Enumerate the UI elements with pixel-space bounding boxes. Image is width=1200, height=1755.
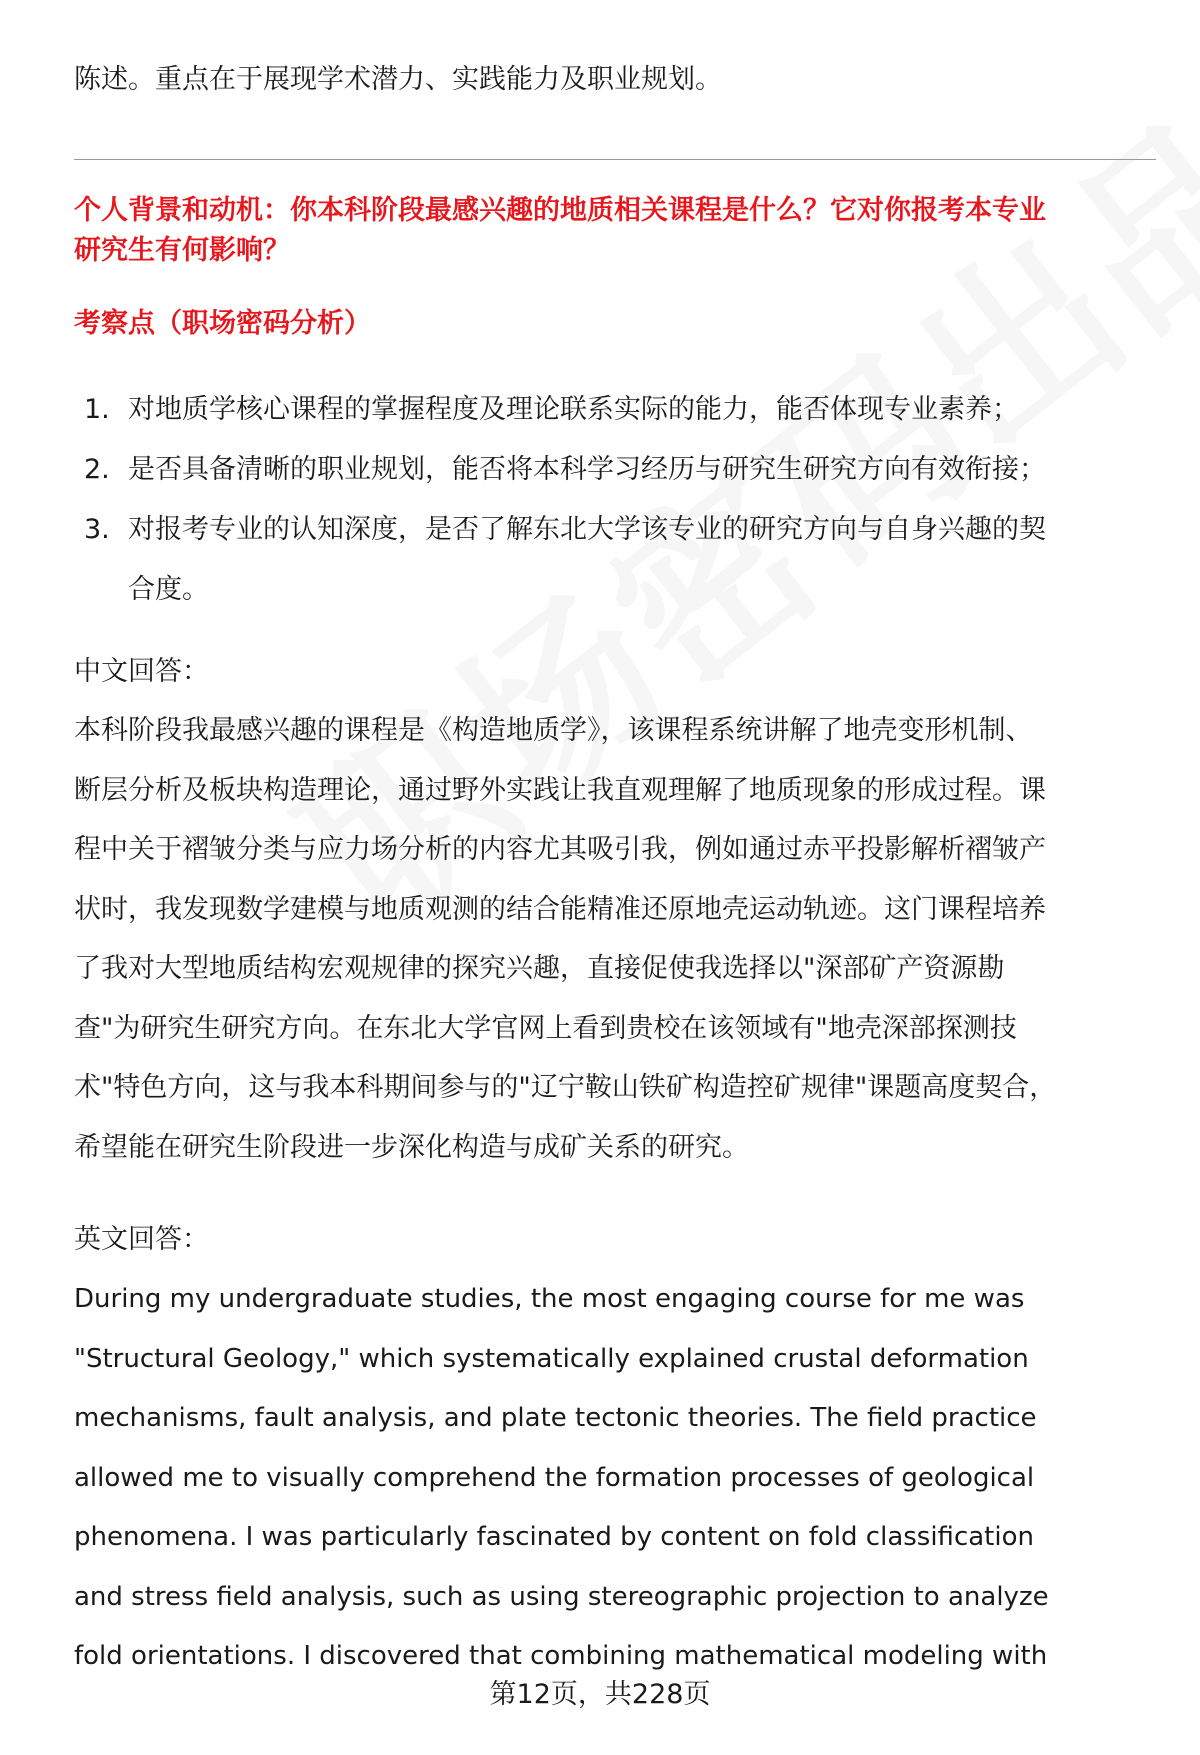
list-item: [74, 440, 1156, 500]
evaluation-points-list: [74, 380, 1156, 620]
list-item-text: 是否具备清晰的职业规划，能否将本科学习经历与研究生研究方向有效衔接；: [128, 454, 1046, 485]
list-item-text: 对报考专业的认知深度，是否了解东北大学该专业的研究方向与自身兴趣的契: [128, 514, 1046, 545]
english-answer-label: 英文回答：: [74, 1224, 209, 1255]
paragraph-line: 状时，我发现数学建模与地质观测的结合能精准还原地壳运动轨迹。这门课程培养: [74, 893, 1046, 925]
paragraph-line: 断层分析及板块构造理论，通过野外实践让我直观理解了地质现象的形成过程。课: [74, 774, 1046, 806]
chinese-answer-label: 中文回答：: [74, 656, 209, 687]
intro-line: 陈述。重点在于展现学术潜力、实践能力及职业规划。: [74, 64, 722, 95]
kaocha-heading: 考察点（职场密码分析）: [74, 308, 371, 339]
list-number: 1.: [84, 394, 110, 425]
paragraph-line: 希望能在研究生阶段进一步深化构造与成矿关系的研究。: [74, 1131, 749, 1163]
list-item-text: 合度。: [128, 574, 209, 605]
list-item: [74, 500, 1156, 620]
question-line: 研究生有何影响？: [74, 235, 290, 266]
divider: [74, 159, 1156, 160]
paragraph-line: 术"特色方向，这与我本科期间参与的"辽宁鞍山铁矿构造控矿规律"课题高度契合，: [74, 1072, 1057, 1103]
list-number: 2.: [84, 454, 110, 485]
list-number: 3.: [84, 514, 110, 545]
question-line: 个人背景和动机：你本科阶段最感兴趣的地质相关课程是什么？它对你报考本专业: [74, 195, 1046, 226]
chinese-answer: [74, 711, 1156, 1187]
paragraph-line: "Structural Geology," which systematically explained crustal deformation: [74, 1343, 1029, 1374]
list-item-text: 对地质学核心课程的掌握程度及理论联系实际的能力，能否体现专业素养；: [128, 394, 1019, 425]
paragraph-line: phenomena. I was particularly fascinated by content on fold classification: [74, 1522, 1034, 1552]
paragraph-line: mechanisms, fault analysis, and plate tectonic theories. The field practice: [74, 1403, 1037, 1433]
paragraph-line: and stress field analysis, such as using stereographic projection to analyze: [74, 1581, 1049, 1612]
paragraph-line: allowed me to visually comprehend the formation processes of geological: [74, 1462, 1035, 1493]
paragraph-line: 本科阶段我最感兴趣的课程是《构造地质学》，该课程系统讲解了地壳变形机制、: [74, 715, 1033, 746]
paragraph-line: 程中关于褶皱分类与应力场分析的内容尤其吸引我，例如通过赤平投影解析褶皱产: [74, 834, 1046, 865]
english-answer: [74, 1279, 1156, 1696]
paragraph-line: 查"为研究生研究方向。在东北大学官网上看到贵校在该领域有"地壳深部探测技: [74, 1012, 1017, 1044]
paragraph-line: During my undergraduate studies, the most engaging course for me was: [74, 1284, 1025, 1314]
page-footer: 第12页，共228页: [489, 1679, 711, 1710]
paragraph-line: 了我对大型地质结构宏观规律的探究兴趣，直接促使我选择以"深部矿产资源勘: [74, 953, 1005, 984]
document-page: [74, 0, 1156, 1755]
list-item: [74, 380, 1156, 440]
paragraph-line: fold orientations. I discovered that combining mathematical modeling with: [74, 1641, 1048, 1671]
question-heading: [74, 191, 1156, 271]
